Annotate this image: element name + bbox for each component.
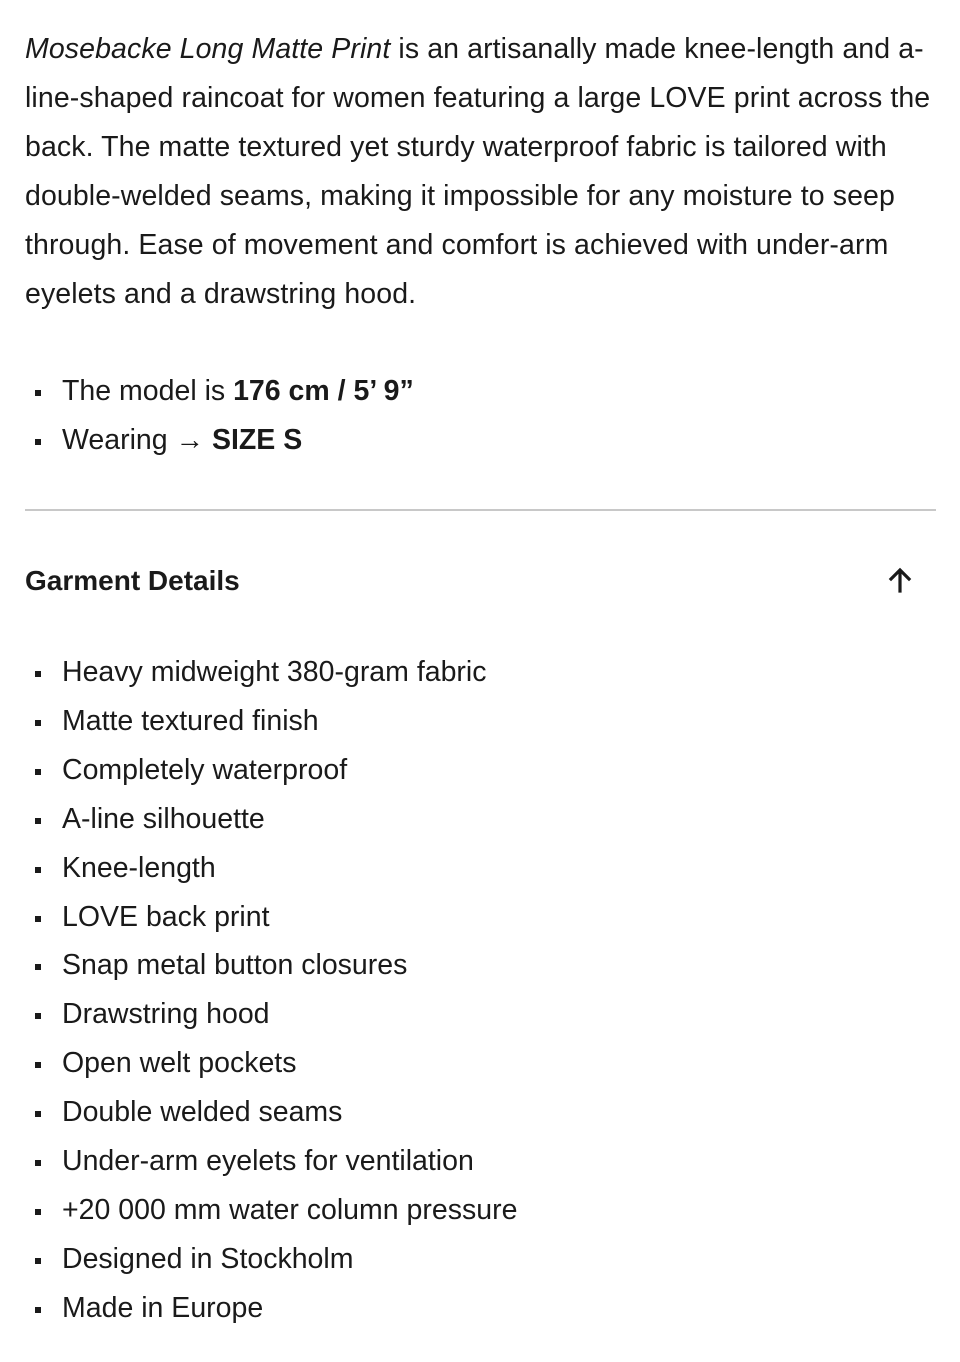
garment-detail-text: A-line silhouette bbox=[62, 802, 265, 835]
garment-detail-item bbox=[25, 648, 517, 697]
garment-detail-text: Drawstring hood bbox=[62, 998, 270, 1031]
model-size-label: Wearing → bbox=[62, 424, 212, 456]
garment-detail-item bbox=[25, 1039, 517, 1088]
model-height-item bbox=[25, 367, 414, 416]
bullet-icon bbox=[35, 720, 41, 726]
bullet-icon bbox=[35, 867, 41, 873]
garment-details-toggle[interactable] bbox=[25, 556, 936, 606]
bullet-icon bbox=[35, 439, 41, 445]
model-height-value: 176 cm / 5’ 9” bbox=[233, 375, 414, 407]
garment-detail-item bbox=[25, 893, 517, 942]
garment-detail-item bbox=[25, 1088, 517, 1137]
garment-detail-item bbox=[25, 1235, 517, 1284]
garment-detail-text: LOVE back print bbox=[62, 900, 270, 933]
garment-detail-item bbox=[25, 697, 517, 746]
garment-details-title: Garment Details bbox=[25, 565, 240, 596]
garment-detail-item bbox=[25, 1137, 517, 1186]
bullet-icon bbox=[35, 671, 41, 677]
model-size-item bbox=[25, 416, 414, 465]
garment-detail-item bbox=[25, 990, 517, 1039]
garment-detail-text: +20 000 mm water column pressure bbox=[62, 1193, 518, 1226]
bullet-icon bbox=[35, 818, 41, 824]
bullet-icon bbox=[35, 1062, 41, 1068]
bullet-icon bbox=[35, 916, 41, 922]
garment-details-list bbox=[25, 648, 517, 1333]
garment-detail-text: Completely waterproof bbox=[62, 753, 348, 786]
model-info-list bbox=[25, 367, 414, 465]
garment-detail-text: Open welt pockets bbox=[62, 1047, 297, 1080]
description-text: is an artisanally made knee-length and a-line-shaped raincoat for women featuring a large LOVE print across the back. The matte textured yet sturdy waterproof fabric is tailored with double-welded seams, making it impossible for any moisture to seep through. Ease of movement and comfort is achieved with under-arm eyelets and a drawstring hood. bbox=[25, 33, 931, 310]
garment-detail-text: Knee-length bbox=[62, 851, 216, 884]
bullet-icon bbox=[35, 1307, 41, 1313]
section-divider bbox=[25, 509, 936, 511]
garment-detail-item bbox=[25, 844, 517, 893]
garment-detail-item bbox=[25, 941, 517, 990]
bullet-icon bbox=[35, 964, 41, 970]
garment-detail-text: Designed in Stockholm bbox=[62, 1242, 354, 1275]
bullet-icon bbox=[35, 1160, 41, 1166]
arrow-up-icon[interactable] bbox=[887, 567, 913, 593]
bullet-icon bbox=[35, 390, 41, 396]
bullet-icon bbox=[35, 1111, 41, 1117]
garment-detail-text: Double welded seams bbox=[62, 1096, 343, 1129]
garment-detail-text: Snap metal button closures bbox=[62, 949, 408, 982]
garment-detail-text: Under-arm eyelets for ventilation bbox=[62, 1145, 474, 1178]
garment-detail-text: Heavy midweight 380-gram fabric bbox=[62, 656, 487, 688]
bullet-icon bbox=[35, 1258, 41, 1264]
garment-detail-item bbox=[25, 795, 517, 844]
model-height-label: The model is bbox=[62, 375, 234, 407]
garment-detail-text: Made in Europe bbox=[62, 1291, 264, 1324]
bullet-icon bbox=[35, 769, 41, 775]
product-name: Mosebacke Long Matte Print bbox=[25, 33, 391, 65]
product-description bbox=[25, 25, 937, 319]
bullet-icon bbox=[35, 1209, 41, 1215]
garment-detail-item bbox=[25, 1186, 517, 1235]
garment-detail-text: Matte textured finish bbox=[62, 704, 319, 737]
bullet-icon bbox=[35, 1013, 41, 1019]
model-size-value: SIZE S bbox=[211, 424, 303, 456]
garment-detail-item bbox=[25, 1284, 517, 1333]
garment-detail-item bbox=[25, 746, 517, 795]
